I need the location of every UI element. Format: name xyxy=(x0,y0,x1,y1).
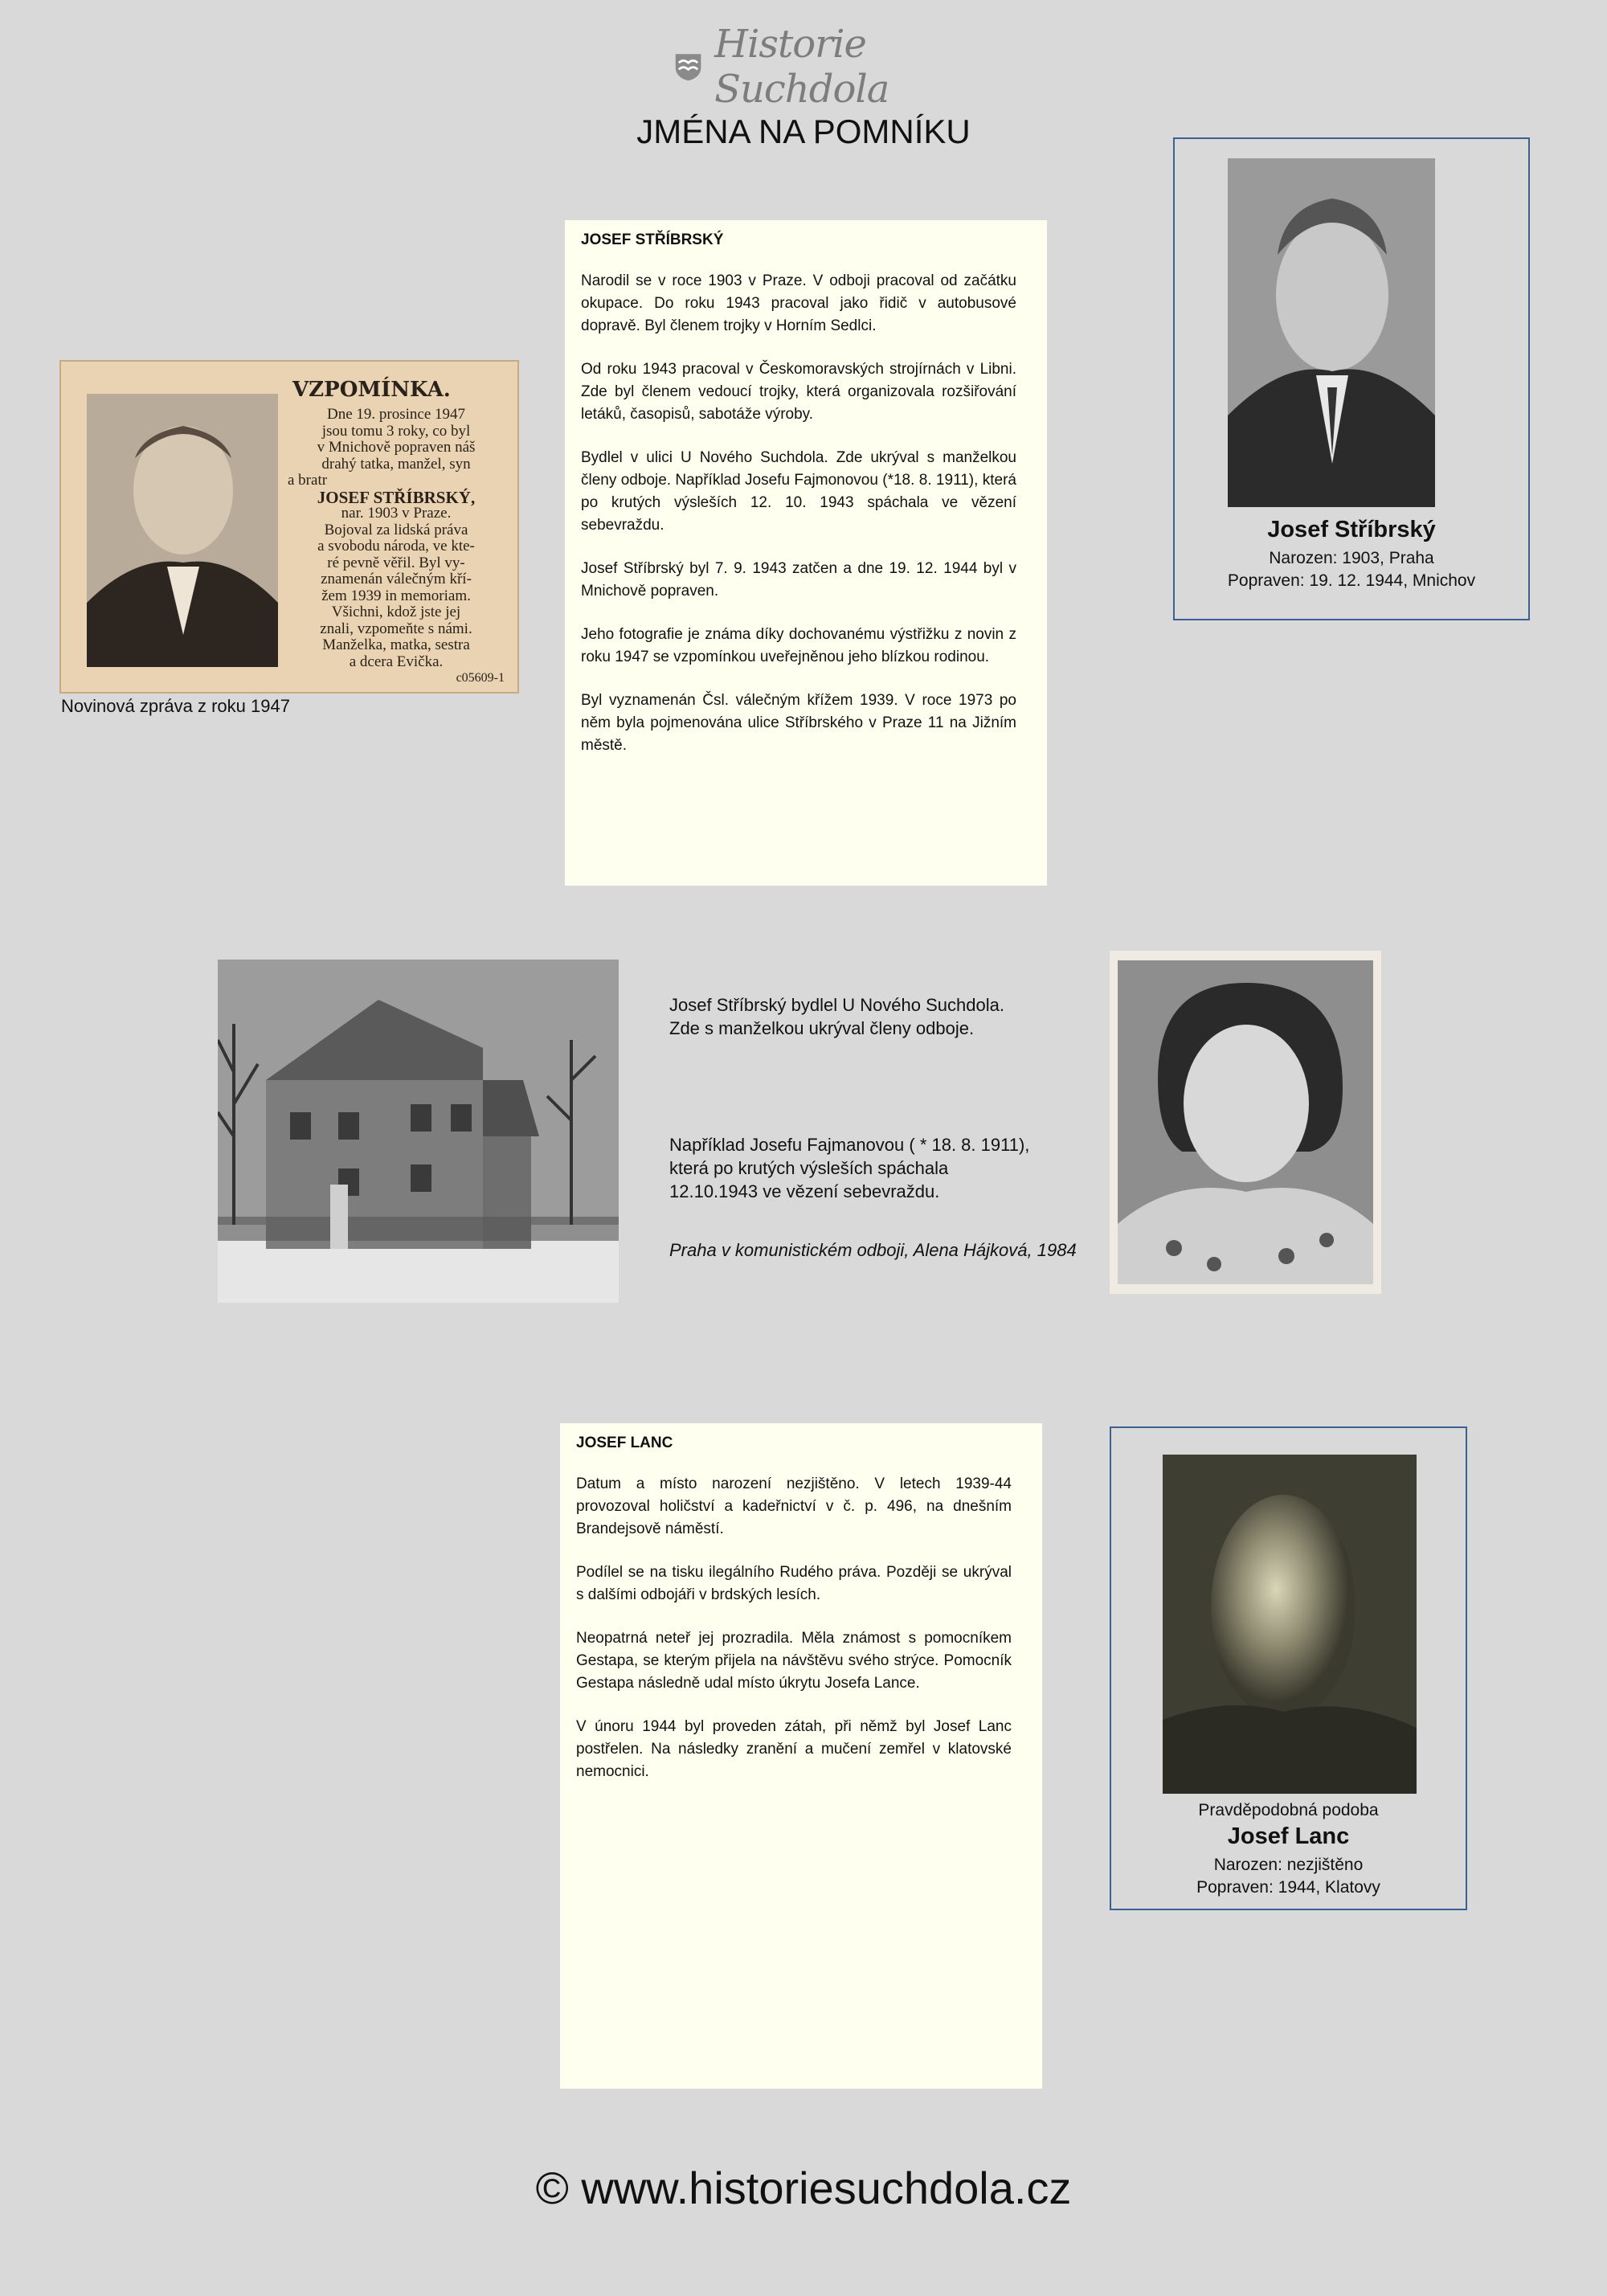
fajmanova-portrait xyxy=(1110,951,1381,1294)
lanc-paragraph: Podílel se na tisku ilegálního Rudého práva. Později se ukrýval s dalšími odbojáři v brdských lesích. xyxy=(576,1564,1012,1603)
clipping-text xyxy=(288,407,505,687)
lanc-text-panel xyxy=(560,1423,1042,2089)
middle-line: která po krutých výsleších spáchala xyxy=(669,1158,949,1178)
lanc-heading: JOSEF LANC xyxy=(576,1434,673,1451)
middle-source: Praha v komunistickém odboji, Alena Hájková, 1984 xyxy=(669,1240,1077,1260)
lanc-paragraph: Datum a místo narození nezjištěno. V letech 1939-44 provozoval holičství a kadeřnictví v č. p. 496, na dnešním Brandejsově náměstí. xyxy=(576,1475,1012,1537)
clipping-line: žem 1939 in memoriam. xyxy=(321,587,471,604)
clipping-line: a bratr xyxy=(288,472,328,489)
lanc-paragraph: Neopatrná neteř jej prozradila. Měla známost s pomocníkem Gestapa, se kterým přijela na návštěvu svého strýce. Pomocník Gestapa následně udal místo úkrytu Josefa Lance. xyxy=(576,1630,1012,1692)
clipping-line: znamenán válečným kří- xyxy=(321,571,472,587)
stribrsky-portrait xyxy=(1228,158,1435,507)
clipping-line: jsou tomu 3 roky, co byl xyxy=(321,422,471,440)
clipping-caption: Novinová zpráva z roku 1947 xyxy=(61,696,290,716)
clipping-heading: VZPOMÍNKA. xyxy=(292,378,451,402)
lanc-paragraph: V únoru 1944 byl proveden zátah, při němž byl Josef Lanc postřelen. Na následky zranění a mučení zemřel v klatovské nemocnici. xyxy=(576,1718,1012,1780)
stribrsky-paragraph: Byl vyznamenán Čsl. válečným křížem 1939. V roce 1973 po něm byla pojmenována ulice Stříbrského v Praze 11 na Jižním městě. xyxy=(581,692,1016,754)
lanc-card-born: Narozen: nezjištěno xyxy=(1213,1856,1364,1874)
stribrsky-card-name: Josef Stříbrský xyxy=(1267,517,1436,542)
middle-line: Josef Stříbrský bydlel U Nového Suchdola. xyxy=(669,995,1004,1015)
stribrsky-paragraph: Narodil se v roce 1903 v Praze. V odboji pracoval od začátku okupace. Do roku 1943 pracoval jako řidič v autobusové dopravě. Byl členem trojky v Horním Sedlci. xyxy=(581,272,1016,334)
stribrsky-paragraph: Od roku 1943 pracoval v Českomoravských strojírnách v Libni. Zde byl členem vedoucí trojky, která organizovala rozšiřování letáků, časopisů, sabotáže výroby. xyxy=(581,361,1016,423)
stribrsky-heading: JOSEF STŘÍBRSKÝ xyxy=(581,231,724,248)
clipping-line: Všichni, kdož jste jej xyxy=(331,604,461,620)
middle-line: 12.10.1943 ve vězení sebevraždu. xyxy=(669,1181,940,1201)
site-logo xyxy=(673,22,947,112)
house-photo xyxy=(218,960,619,1303)
lanc-card xyxy=(1110,1426,1467,1910)
stribrsky-card-born: Narozen: 1903, Praha xyxy=(1269,549,1434,567)
clipping-line: ré pevně věřil. Byl vy- xyxy=(327,554,465,571)
coat-of-arms-icon xyxy=(673,45,703,88)
clipping-line: znali, vzpomeňte s námi. xyxy=(320,620,472,637)
clipping-line: a svobodu národa, ve kte- xyxy=(317,538,475,555)
footer-copyright: © www.historiesuchdola.cz xyxy=(535,2163,1072,2213)
logo-text: Historie Suchdola xyxy=(714,22,889,112)
clipping-line: JOSEF STŘÍBRSKÝ, xyxy=(317,487,476,507)
clipping-line: Manželka, matka, sestra xyxy=(322,636,470,653)
clipping-line: Dne 19. prosince 1947 xyxy=(326,406,466,423)
clipping-line: a dcera Evička. xyxy=(349,653,444,670)
clipping-line: nar. 1903 v Praze. xyxy=(341,505,452,522)
clipping-line: c05609-1 xyxy=(456,671,505,685)
lanc-card-executed: Popraven: 1944, Klatovy xyxy=(1196,1878,1380,1897)
stribrsky-paragraph: Josef Stříbrský byl 7. 9. 1943 zatčen a dne 19. 12. 1944 byl v Mnichově popraven. xyxy=(581,560,1016,600)
lanc-card-name: Josef Lanc xyxy=(1227,1823,1350,1849)
middle-text xyxy=(669,993,1119,1262)
clipping-line: drahý tatka, manžel, syn xyxy=(321,455,471,473)
stribrsky-card xyxy=(1173,137,1530,620)
stribrsky-paragraph: Jeho fotografie je známa díky dochovanému výstřižku z novin z roku 1947 se vzpomínkou uveřejněnou jeho blízkou rodinou. xyxy=(581,626,1016,665)
stribrsky-card-executed: Popraven: 19. 12. 1944, Mnichov xyxy=(1227,571,1476,590)
lanc-portrait xyxy=(1163,1455,1417,1794)
clipping-portrait xyxy=(87,394,278,667)
page-title: JMÉNA NA POMNÍKU xyxy=(636,113,971,150)
stribrsky-paragraph: Bydlel v ulici U Nového Suchdola. Zde ukrýval s manželkou členy odboje. Například Josefu Fajmonovou (*18. 8. 1911), která po krutých výsleších 12. 10. 1943 spáchala ve vězení sebevraždu. xyxy=(581,449,1016,534)
middle-line: Zde s manželkou ukrýval členy odboje. xyxy=(669,1018,975,1038)
clipping-line: v Mnichově popraven náš xyxy=(317,439,476,456)
newspaper-clipping xyxy=(59,360,519,694)
stribrsky-text-panel xyxy=(565,220,1047,886)
clipping-line: Bojoval za lidská práva xyxy=(324,521,468,538)
lanc-card-note: Pravděpodobná podoba xyxy=(1198,1801,1379,1819)
middle-line: Například Josefu Fajmanovou ( * 18. 8. 1911), xyxy=(669,1135,1030,1155)
